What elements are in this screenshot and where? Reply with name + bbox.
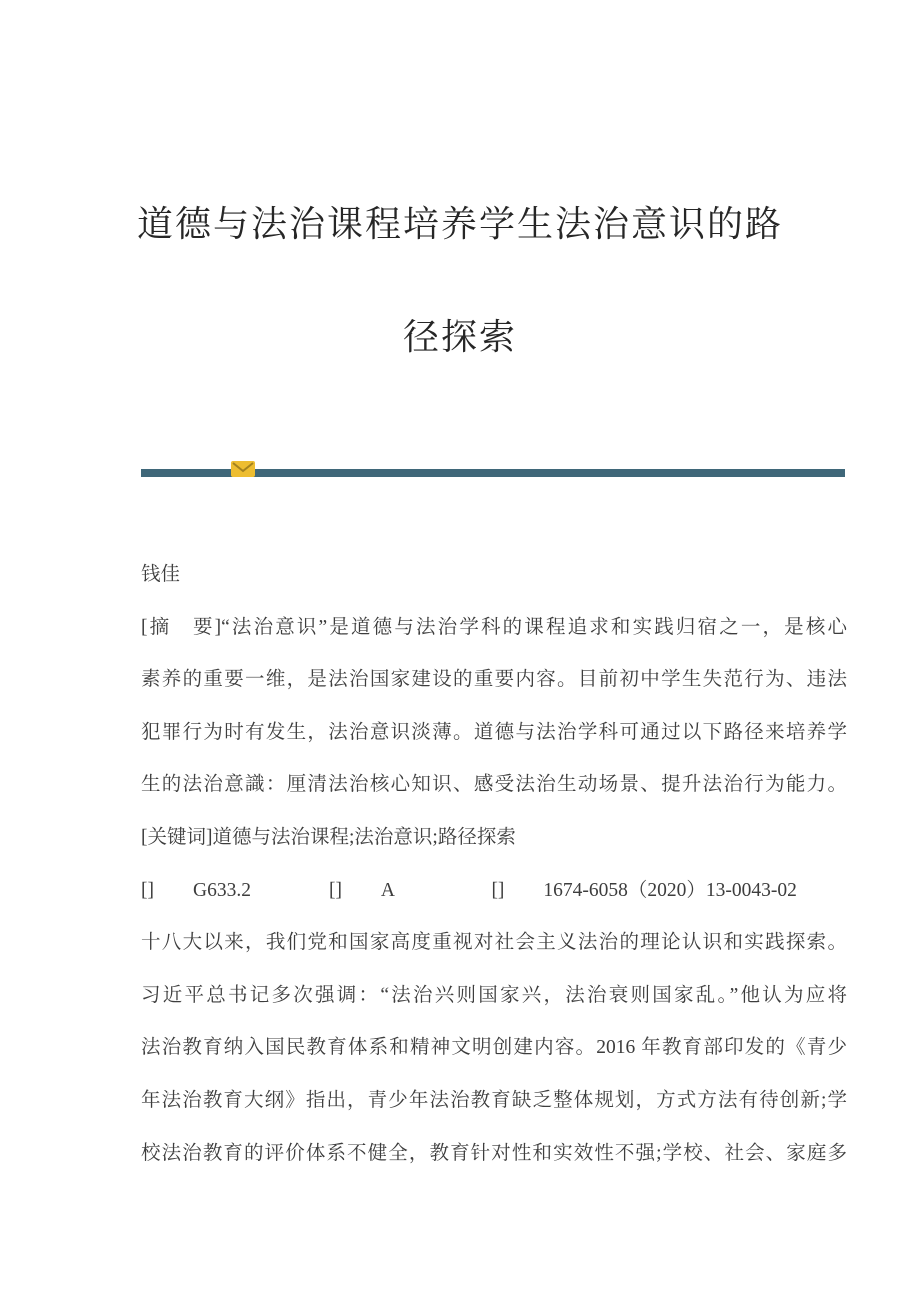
abstract-line: 素养的重要一维，是法治国家建设的重要内容。目前初中学生失范行为、违法 <box>141 669 847 691</box>
classification-line: [] G633.2 [] A [] 1674-6058（2020）13-0043-02 <box>141 879 797 901</box>
body-line: 习近平总书记多次强调：“法治兴则国家兴，法治衰则国家乱。”他认为应将 <box>141 984 847 1006</box>
abstract-line: 生的法治意識：厘清法治核心知识、感受法治生动场景、提升法治行为能力。 <box>141 774 847 796</box>
article-title-line-1: 道德与法治课程培养学生法治意识的路 <box>136 204 783 244</box>
article-body <box>141 549 847 1180</box>
keywords-line: [关键词]道德与法治课程;法治意识;路径探索 <box>141 826 516 848</box>
abstract-line: 犯罪行为时有发生，法治意识淡薄。道德与法治学科可通过以下路径来培养学 <box>141 721 847 743</box>
author-name: 钱佳 <box>141 564 181 585</box>
envelope-icon <box>231 461 255 477</box>
body-line: 法治教育纳入国民教育体系和精神文明创建内容。2016 年教育部印发的《青少 <box>141 1037 847 1059</box>
article-title-line-2: 径探索 <box>402 317 517 357</box>
body-line: 年法治教育大纲》指出，青少年法治教育缺乏整体规划，方式方法有待创新;学 <box>141 1089 847 1111</box>
body-line: 十八大以来，我们党和国家高度重视对社会主义法治的理论认识和实践探索。 <box>141 932 847 954</box>
abstract-line: [摘 要]“法治意识”是道德与法治学科的课程追求和实践归宿之一，是核心 <box>141 616 847 638</box>
body-line: 校法治教育的评价体系不健全，教育针对性和实效性不强;学校、社会、家庭多 <box>141 1142 847 1164</box>
